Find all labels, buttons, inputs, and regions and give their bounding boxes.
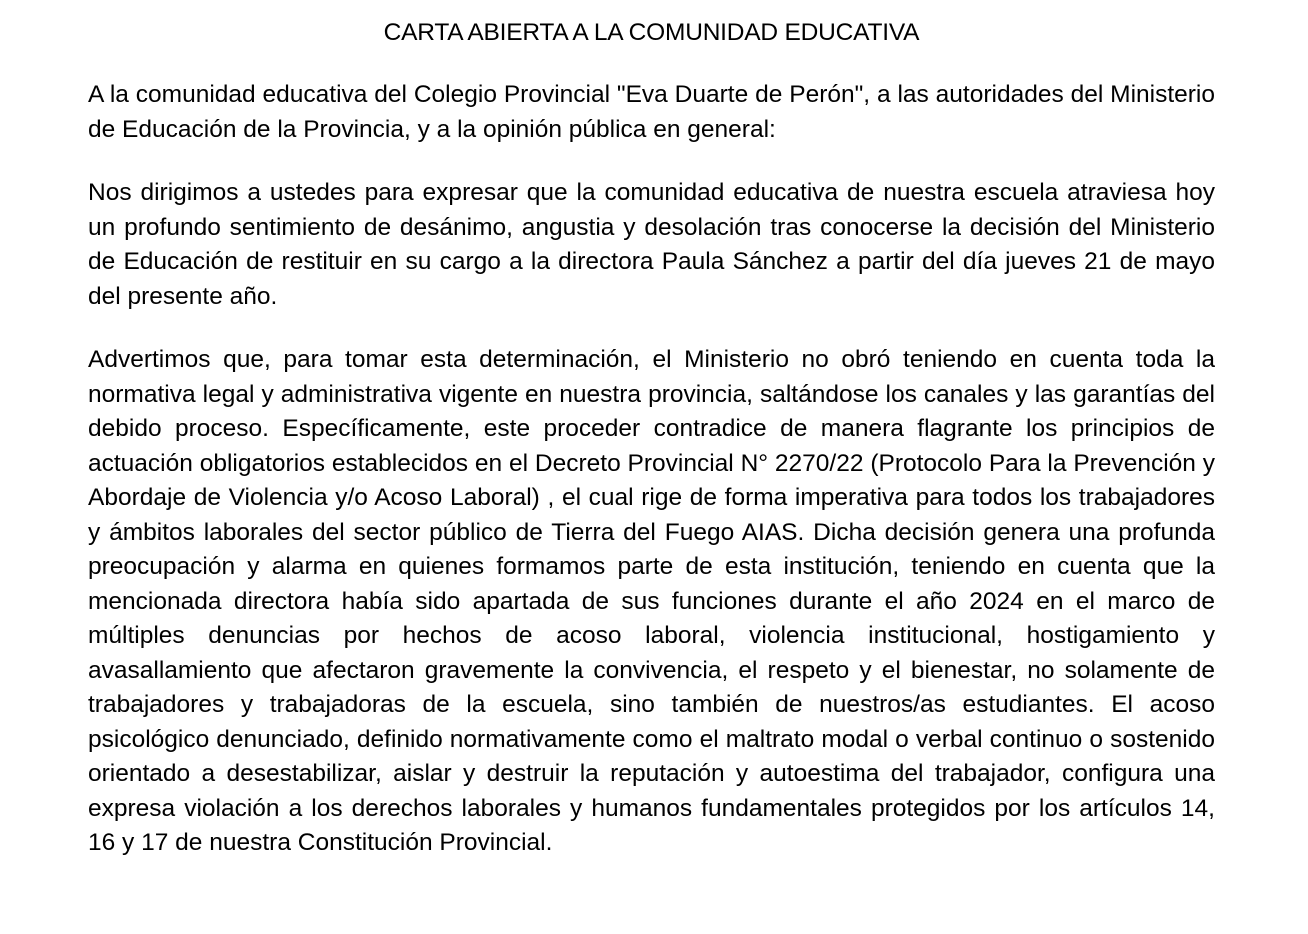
letter-body-paragraph-1: Nos dirigimos a ustedes para expresar que la comunidad educativa de nuestra escuela atraviesa hoy un profundo sentimiento de desánimo, angustia y desolación tras conocerse la decisión del Ministerio de Educación de restituir en su cargo a la directora Paula Sánchez a partir del día jueves 21 de mayo del presente año. (88, 179, 1215, 310)
letter-page (88, 0, 1215, 861)
letter-body-paragraph-2: Advertimos que, para tomar esta determinación, el Ministerio no obró teniendo en cuenta toda la normativa legal y administrativa vigente en nuestra provincia, saltándose los canales y las garantías del debido proceso. Específicamente, este proceder contradice de manera flagrante los principios de actuación obligatorios establecidos en el Decreto Provincial N° 2270/22 (Protocolo Para la Prevención y Abordaje de Violencia y/o Acoso Laboral) , el cual rige de forma imperativa para todos los trabajadores y ámbitos laborales del sector público de Tierra del Fuego AIAS. Dicha decisión genera una profunda preocupación y alarma en quienes formamos parte de esta institución, teniendo en cuenta que la mencionada directora había sido apartada de sus funciones durante el año 2024 en el marco de múltiples denuncias por hechos de acoso laboral, violencia institucional, hostigamiento y avasallamiento que afectaron gravemente la convivencia, el respeto y el bienestar, no solamente de trabajadores y trabajadoras de la escuela, sino también de nuestros/as estudiantes. El acoso psicológico denunciado, definido normativamente como el maltrato modal o verbal continuo o sostenido orientado a desestabilizar, aislar y destruir la reputación y autoestima del trabajador, configura una expresa violación a los derechos laborales y humanos fundamentales protegidos por los artículos 14, 16 y 17 de nuestra Constitución Provincial. (88, 346, 1215, 856)
letter-title: CARTA ABIERTA A LA COMUNIDAD EDUCATIVA (383, 19, 920, 46)
letter-salutation-paragraph: A la comunidad educativa del Colegio Provincial "Eva Duarte de Perón", a las autoridades del Ministerio de Educación de la Provincia, y a la opinión pública en general: (88, 81, 1215, 143)
